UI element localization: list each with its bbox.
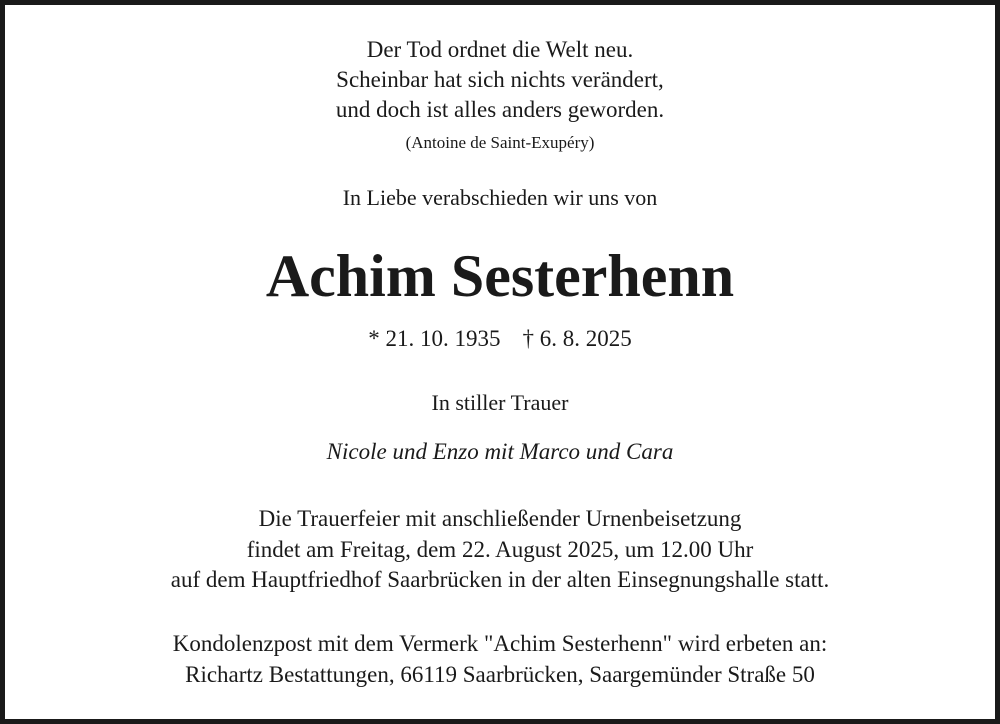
- ceremony-line-2: findet am Freitag, dem 22. August 2025, um 12.00 Uhr: [246, 537, 754, 562]
- deceased-name: Achim Sesterhenn: [265, 243, 735, 309]
- ceremony-line-1: Die Trauerfeier mit anschließender Urnenbeisetzung: [258, 506, 742, 531]
- quote-line-2: Scheinbar hat sich nichts verändert,: [336, 67, 664, 92]
- birth-date: * 21. 10. 1935: [368, 326, 501, 351]
- condolence-line-2: Richartz Bestattungen, 66119 Saarbrücken, Saargemünder Straße 50: [185, 662, 815, 687]
- condolence-line-1: Kondolenzpost mit dem Vermerk "Achim Sesterhenn" wird erbeten an:: [172, 631, 828, 656]
- life-dates: [0, 325, 1000, 353]
- death-date: † 6. 8. 2025: [522, 326, 632, 351]
- quote-author: (Antoine de Saint-Exupéry): [405, 133, 595, 152]
- ceremony-line-3: auf dem Hauptfriedhof Saarbrücken in der alten Einsegnungshalle statt.: [170, 567, 830, 592]
- mourning-line: In stiller Trauer: [431, 390, 569, 415]
- family-names: Nicole und Enzo mit Marco und Cara: [326, 439, 674, 464]
- quote-line-1: Der Tod ordnet die Welt neu.: [366, 37, 634, 62]
- quote-line-3: und doch ist alles anders geworden.: [335, 97, 665, 122]
- intro-text: In Liebe verabschieden wir uns von: [342, 185, 658, 210]
